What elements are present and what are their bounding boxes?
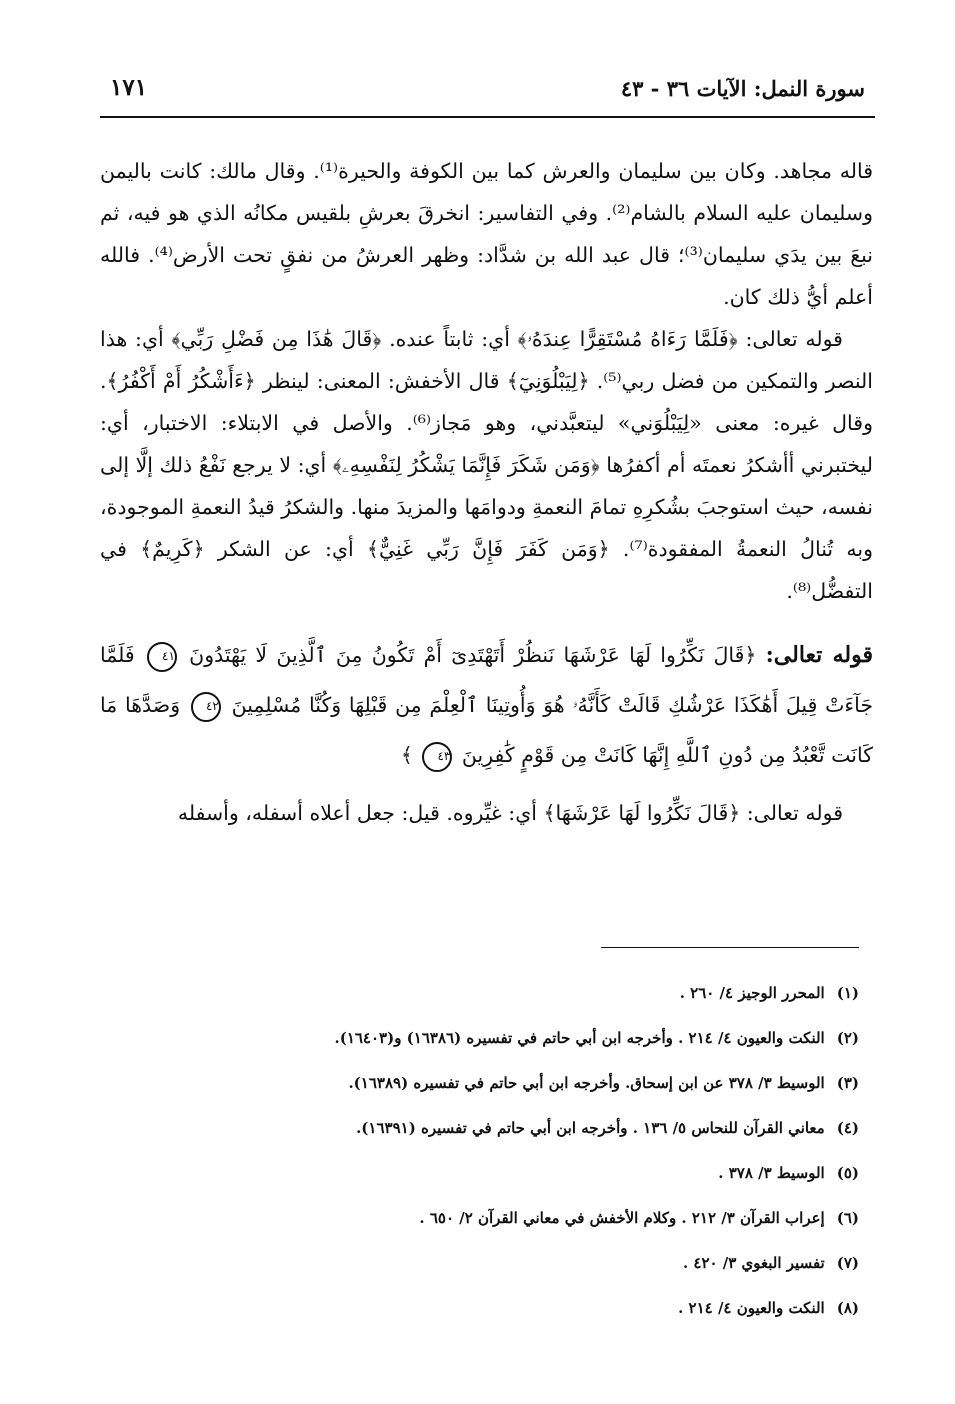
footnote-text: المحرر الوجيز ٤/ ٢٦٠ . [679, 984, 825, 1002]
footnote-number: (٧) [836, 1254, 859, 1272]
footnote-text: النكت والعيون ٤/ ٢١٤ . [678, 1299, 825, 1317]
footnote-text: معاني القرآن للنحاس ٥/ ١٣٦ . وأخرجه ابن أبي حاتم في تفسيره (١٦٣٩١). [356, 1119, 825, 1137]
verse-text-2: فَلَمَّا جَآءَتْ قِيلَ أَهَٰكَذَا عَرْشُكِ قَالَتْ كَأَنَّهُۥ هُوَ وَأُوتِينَا ٱلْعِلْمَ مِن قَبْلِهَا وَكُنَّا مُسْلِمِينَ [100, 643, 873, 717]
footnote-7 [100, 1252, 859, 1274]
verse-close-bracket: ﴾ [400, 743, 413, 767]
footnote-number: (٦) [836, 1209, 859, 1227]
ayah-number-42: ٤٢ [191, 692, 221, 722]
footnote-text: النكت والعيون ٤/ ٢١٤ . وأخرجه ابن أبي حاتم في تفسيره (١٦٣٨٦) و(١٦٤٠٣). [334, 1029, 825, 1047]
footnote-number: (٤) [836, 1119, 859, 1137]
footnote-number: (٣) [836, 1074, 859, 1092]
running-header [104, 64, 871, 112]
footnote-3 [100, 1072, 859, 1094]
paragraph-2: قوله تعالى: ﴿فَلَمَّا رَءَاهُ مُسْتَقِرًّا عِندَهُۥ﴾ أي: ثابتاً عنده. ﴿قَالَ هَٰذَا مِن فَضْلِ رَبِّي﴾ أي: هذا النصر والتمكين من فضل ربي⁽⁵⁾. ﴿لِيَبْلُوَنِيٓ﴾ قال الأخفش: المعنى: لينظر ﴿ءَأَشْكُرُ أَمْ أَكْفُرُ﴾. وقال غيره: معنى «لِيَبْلُوَني» ليتعبَّدني، وهو مَجاز⁽⁶⁾. والأصل في الابتلاء: الاختبار، أي: ليختبرني أأشكرُ نعمتَه أم أكفرُها ﴿وَمَن شَكَرَ فَإِنَّمَا يَشْكُرُ لِنَفْسِهِۦ﴾ أي: لا يرجع نَفْعُ ذلك إلَّا إلى نفسه، حيث استوجبَ بشُكرِهِ تمامَ النعمةِ ودوامَها والمزيدَ منها. والشكرُ قيدُ النعمةِ الموجودة، وبه تُنالُ النعمةُ المفقودة⁽⁷⁾. ﴿وَمَن كَفَرَ فَإِنَّ رَبِّي غَنِيٌّ﴾ أي: عن الشكر ﴿كَرِيمٌ﴾ في التفضُّل⁽⁸⁾. [100, 327, 873, 603]
footnote-divider [601, 947, 859, 948]
footnote-4 [100, 1117, 859, 1139]
quran-verse-block [100, 630, 873, 780]
footnote-text: الوسيط ٣/ ٣٧٨ عن ابن إسحاق. وأخرجه ابن أبي حاتم في تفسيره (١٦٣٨٩). [348, 1074, 825, 1092]
footnote-number: (١) [836, 984, 859, 1002]
footnote-number: (٢) [836, 1029, 859, 1047]
ayah-number-41: ٤١ [147, 642, 177, 672]
footnote-1 [100, 982, 859, 1004]
footnote-number: (٥) [836, 1164, 859, 1182]
verse-text-3: وَصَدَّهَا مَا كَانَت تَّعْبُدُ مِن دُونِ ٱللَّهِ إِنَّهَا كَانَتْ مِن قَوْمٍ كَٰفِرِينَ [100, 693, 873, 767]
footnotes [100, 982, 859, 1342]
footnote-2 [100, 1027, 859, 1049]
verse-lead: قوله تعالى: [765, 642, 874, 668]
paragraph-1: قاله مجاهد. وكان بين سليمان والعرش كما بين الكوفة والحيرة⁽¹⁾. وقال مالك: كانت باليمن وسليمان عليه السلام بالشام⁽²⁾. وفي التفاسير: انخرقَ بعرشِ بلقيس مكانُه الذي هو فيه، ثم نبعَ بين يدَي سليمان⁽³⁾؛ قال عبد الله بن شدَّاد: وظهر العرشُ من نفقٍ تحت الأرض⁽⁴⁾. فالله أعلم أيُّ ذلك كان. [100, 159, 874, 309]
footnote-text: إعراب القرآن ٣/ ٢١٢ . وكلام الأخفش في معاني القرآن ٢/ ٦٥٠ . [419, 1209, 825, 1227]
page-number: ١٧١ [110, 74, 148, 101]
footnote-8 [100, 1297, 859, 1319]
footnote-5 [100, 1162, 859, 1184]
ayah-number-43: ٤٣ [422, 742, 452, 772]
footnote-6 [100, 1207, 859, 1229]
footnote-text: تفسير البغوي ٣/ ٤٢٠ . [682, 1254, 825, 1272]
main-text [100, 150, 873, 834]
footnote-text: الوسيط ٣/ ٣٧٨ . [718, 1164, 825, 1182]
surah-title: سورة النمل: الآيات ٣٦ - ٤٣ [620, 76, 865, 101]
verse-text-1: ﴿قَالَ نَكِّرُوا لَهَا عَرْشَهَا نَنظُرْ أَتَهْتَدِىٓ أَمْ تَكُونُ مِنَ ٱلَّذِينَ لَا يَهْتَدُونَ [189, 643, 757, 667]
paragraph-3: قوله تعالى: ﴿قَالَ نَكِّرُوا لَهَا عَرْشَهَا﴾ أي: غيِّروه. قيل: جعل أعلاه أسفله، وأسفله [177, 801, 843, 825]
footnote-number: (٨) [836, 1299, 859, 1317]
header-divider [100, 116, 875, 118]
